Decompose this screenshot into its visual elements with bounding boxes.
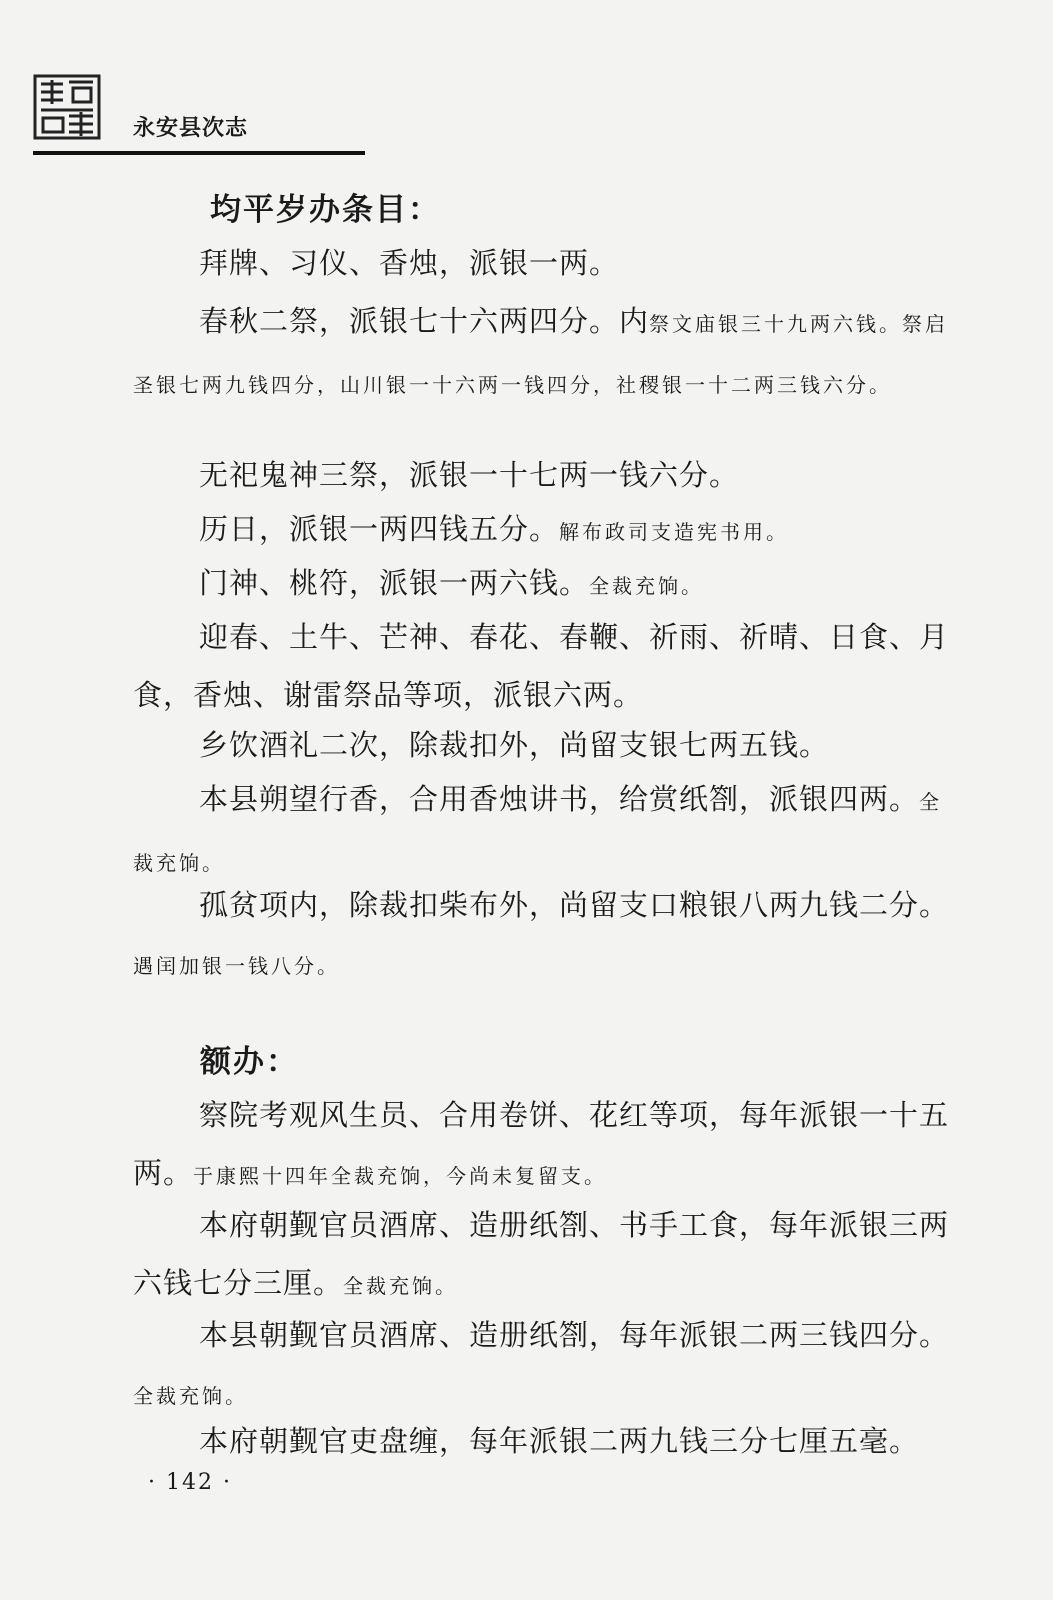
annotation: 于康熙十四年全裁充饷，今尚未复留支。 xyxy=(193,1164,608,1188)
annotation: 遇闰加银一钱八分。 xyxy=(133,954,340,978)
annotation: 解布政司支造宪书用。 xyxy=(559,520,790,544)
paragraph xyxy=(133,1306,963,1425)
main-text: 孤贫项内，除裁扣柴布外，尚留支口粮银八两九钱二分。 xyxy=(199,888,950,922)
annotation: 全裁充饷。 xyxy=(133,790,943,875)
section-heading: 均平岁办条目： xyxy=(210,192,441,228)
annotation: 祭文庙银三十九两六钱。祭启圣银七两九钱四分，山川银一十六两一钱四分，社稷银一十二两三钱六分。 xyxy=(133,312,949,397)
paragraph xyxy=(133,292,963,414)
paragraph xyxy=(133,446,963,504)
main-text: 本府朝觐官员酒席、造册纸劄、书手工食，每年派银三两六钱七分三厘。 xyxy=(133,1208,950,1300)
main-text: 乡饮酒礼二次，除裁扣外，尚留支银七两五钱。 xyxy=(199,728,830,762)
annotation: 全裁充饷。 xyxy=(589,574,705,598)
paragraph xyxy=(133,1412,963,1470)
header-divider xyxy=(33,151,365,155)
paragraph xyxy=(133,1086,963,1205)
main-text: 迎春、土牛、芒神、春花、春鞭、祈雨、祈晴、日食、月食，香烛、谢雷祭品等项，派银六两。 xyxy=(133,620,950,712)
paragraph xyxy=(133,608,963,724)
main-text: 拜牌、习仪、香烛，派银一两。 xyxy=(199,246,620,280)
main-text: 春秋二祭，派银七十六两四分。内 xyxy=(199,304,650,338)
paragraph xyxy=(133,234,963,292)
paragraph xyxy=(133,716,963,774)
paragraph xyxy=(133,500,963,561)
seal-stamp-icon xyxy=(33,72,101,142)
main-text: 无祀鬼神三祭，派银一十七两一钱六分。 xyxy=(199,458,740,492)
page-number: · 142 · xyxy=(148,1470,232,1495)
main-text: 本县朝觐官员酒席、造册纸劄，每年派银二两三钱四分。 xyxy=(199,1318,950,1352)
main-text: 门神、桃符，派银一两六钱。 xyxy=(199,566,590,600)
annotation: 全裁充饷。 xyxy=(133,1384,248,1408)
section-heading: 额办： xyxy=(200,1044,299,1080)
main-text: 本县朔望行香，合用香烛讲书，给赏纸劄，派银四两。 xyxy=(199,782,920,816)
paragraph xyxy=(133,770,963,892)
main-text: 本府朝觐官吏盘缠，每年派银二两九钱三分七厘五毫。 xyxy=(199,1424,920,1458)
main-text: 历日，派银一两四钱五分。 xyxy=(199,512,560,546)
running-title: 永安县次志 xyxy=(133,116,249,141)
paragraph xyxy=(133,1196,963,1315)
paragraph xyxy=(133,876,963,995)
paragraph xyxy=(133,554,963,615)
annotation: 全裁充饷。 xyxy=(343,1274,459,1298)
main-text: 察院考观风生员、合用卷饼、花红等项，每年派银一十五两。 xyxy=(133,1098,950,1190)
